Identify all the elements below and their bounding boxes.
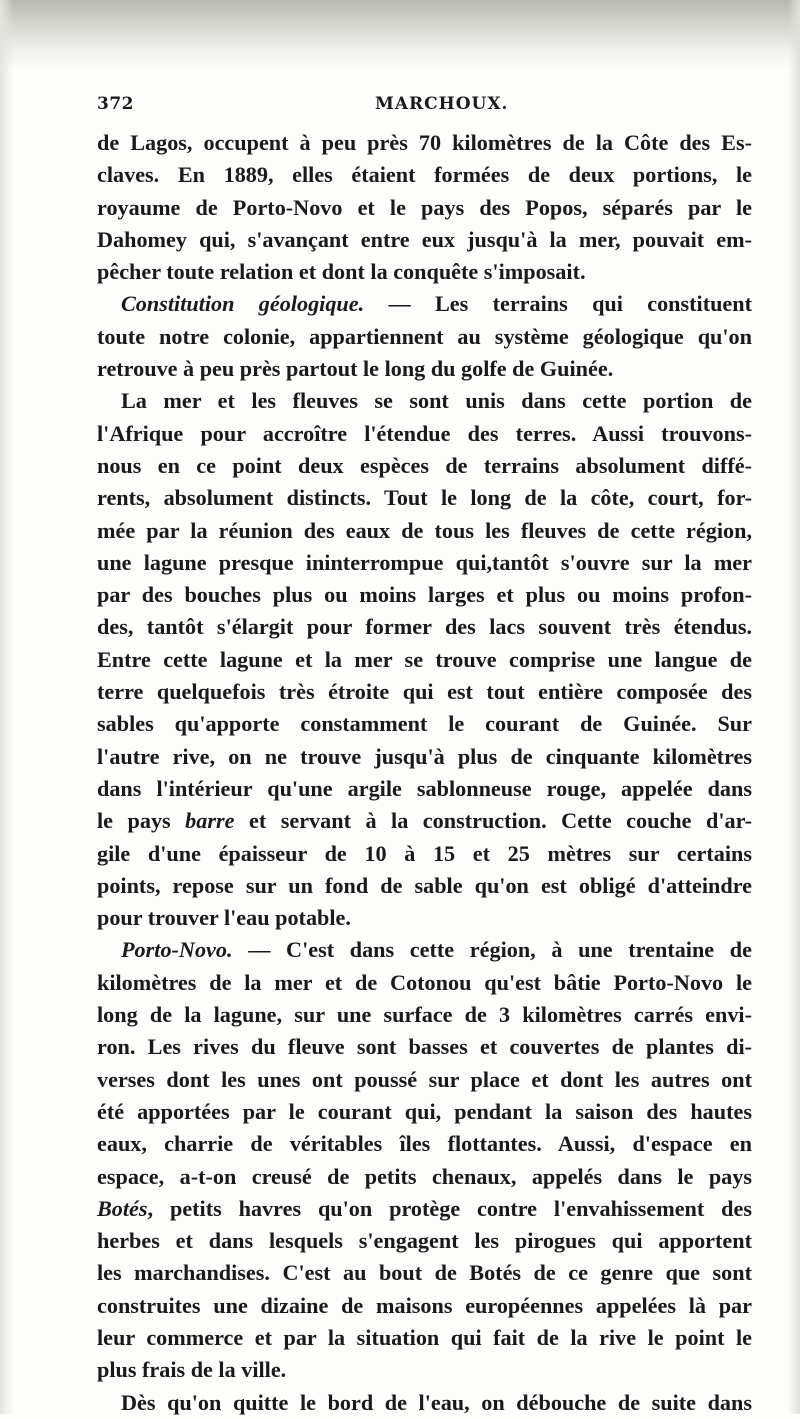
text-line: Dahomey qui, s'avançant entre eux jusqu'à la mer, pouvait em- bbox=[97, 226, 752, 252]
text-line: plus frais de la ville. bbox=[97, 1357, 287, 1383]
text-line: royaume de Porto-Novo et le pays des Popos, séparés par le bbox=[97, 194, 752, 220]
text-line: toute notre colonie, appartiennent au système géologique qu'on bbox=[97, 323, 752, 349]
text-line: pêcher toute relation et dont la conquête s'imposait. bbox=[97, 259, 586, 285]
text-line: une lagune presque ininterrompue qui,tantôt s'ouvre sur la mer bbox=[97, 549, 752, 575]
text-line: herbes et dans lesquels s'engagent les pirogues qui apportent bbox=[97, 1228, 752, 1254]
text-line: été apportées par le courant qui, pendant la saison des hautes bbox=[97, 1098, 752, 1124]
page-header bbox=[97, 94, 747, 124]
text-line: ron. Les rives du fleuve sont basses et couvertes de plantes di- bbox=[97, 1034, 752, 1060]
section-heading-line bbox=[97, 934, 752, 966]
text-line: construites une dizaine de maisons européennes appelées là par bbox=[97, 1292, 752, 1318]
text-line: espace, a-t-on creusé de petits chenaux, appelés dans le pays bbox=[97, 1163, 752, 1189]
page-number: 372 bbox=[97, 94, 134, 114]
text-line: dans l'intérieur qu'une argile sablonneuse rouge, appelée dans bbox=[97, 775, 752, 801]
text-line: Dès qu'on quitte le bord de l'eau, on débouche de suite dans bbox=[121, 1389, 752, 1415]
text-line: claves. En 1889, elles étaient formées de deux portions, le bbox=[97, 162, 752, 188]
text-line: l'autre rive, on ne trouve jusqu'à plus de cinquante kilomètres bbox=[97, 743, 752, 769]
text-line: points, repose sur un fond de sable qu'on est obligé d'atteindre bbox=[97, 872, 752, 898]
text-line: terre quelquefois très étroite qui est tout entière composée des bbox=[97, 679, 752, 705]
section-heading-line bbox=[97, 288, 752, 320]
text-line: des, tantôt s'élargit pour former des lacs souvent très étendus. bbox=[97, 614, 752, 640]
text-line: rents, absolument distincts. Tout le long de la côte, court, for- bbox=[97, 485, 752, 511]
text-line bbox=[97, 1193, 752, 1225]
text-line: les marchandises. C'est au bout de Botés de ce genre que sont bbox=[97, 1260, 752, 1286]
scan-right-shadow bbox=[788, 0, 800, 1414]
text-line bbox=[97, 805, 752, 837]
text-run: le pays bbox=[97, 808, 186, 834]
scan-left-shadow bbox=[0, 0, 14, 1414]
text-line: pour trouver l'eau potable. bbox=[97, 905, 351, 931]
running-head: MARCHOUX. bbox=[375, 94, 509, 114]
text-line: La mer et les fleuves se sont unis dans cette portion de bbox=[121, 388, 752, 414]
text-line: gile d'une épaisseur de 10 à 15 et 25 mètres sur certains bbox=[97, 840, 752, 866]
italic-term: Botés bbox=[97, 1195, 148, 1221]
text-line: retrouve à peu près partout le long du golfe de Guinée. bbox=[97, 356, 614, 382]
text-line: long de la lagune, sur une surface de 3 kilomètres carrés envi- bbox=[97, 1002, 752, 1028]
text-line: sables qu'apporte constamment le courant de Guinée. Sur bbox=[97, 711, 752, 737]
text-run: et servant à la construction. Cette couche d'ar- bbox=[234, 808, 752, 834]
text-line: par des bouches plus ou moins larges et plus ou moins profon- bbox=[97, 582, 752, 608]
text-run: , petits havres qu'on protège contre l'envahissement des bbox=[147, 1195, 752, 1221]
text-line: Entre cette lagune et la mer se trouve comprise une langue de bbox=[97, 646, 752, 672]
text-line: kilomètres de la mer et de Cotonou qu'est bâtie Porto-Novo le bbox=[97, 969, 752, 995]
text-run: — C'est dans cette région, à une trentaine de bbox=[232, 937, 752, 963]
text-line: nous en ce point deux espèces de terrains absolument diffé- bbox=[97, 452, 752, 478]
body-text bbox=[97, 127, 752, 1419]
text-run: — Les terrains qui constituent bbox=[364, 291, 753, 317]
text-line: mée par la réunion des eaux de tous les fleuves de cette région, bbox=[97, 517, 752, 543]
text-line: l'Afrique pour accroître l'étendue des terres. Aussi trouvons- bbox=[97, 420, 752, 446]
scan-top-shadow bbox=[0, 0, 800, 70]
section-heading: Constitution géologique. bbox=[121, 291, 365, 317]
italic-term: barre bbox=[185, 808, 235, 834]
text-line: eaux, charrie de véritables îles flottantes. Aussi, d'espace en bbox=[97, 1131, 752, 1157]
text-line: verses dont les unes ont poussé sur place et dont les autres ont bbox=[97, 1066, 752, 1092]
text-line: leur commerce et par la situation qui fait de la rive le point le bbox=[97, 1324, 752, 1350]
section-heading: Porto-Novo. bbox=[121, 937, 233, 963]
text-line: de Lagos, occupent à peu près 70 kilomètres de la Côte des Es- bbox=[97, 130, 752, 155]
